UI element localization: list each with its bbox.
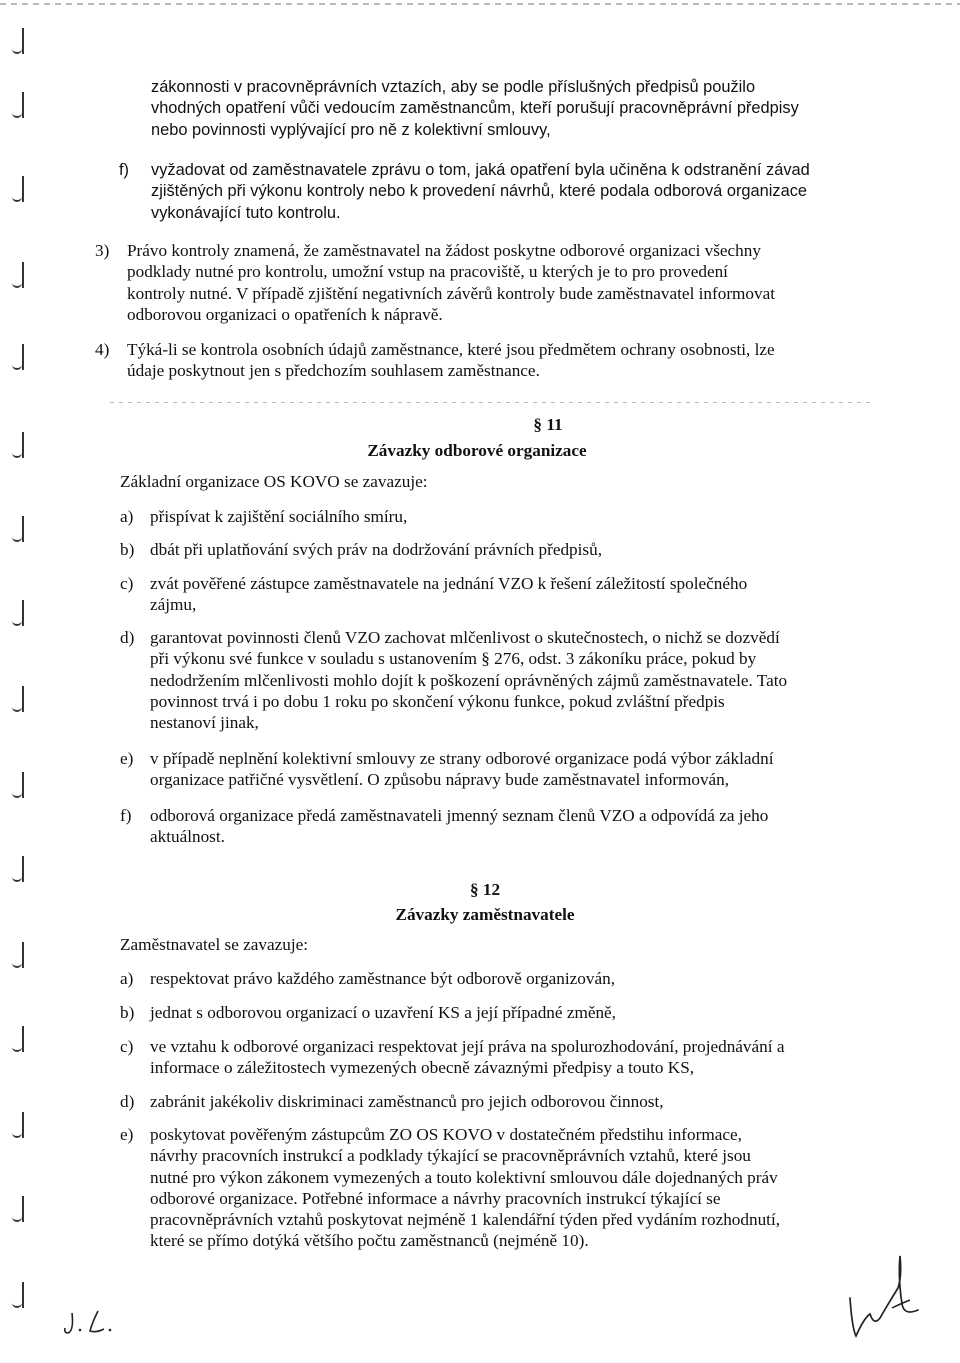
text-line: informace o záležitostech vymezených obecně závaznými předpisy a touto KS, bbox=[150, 1058, 695, 1078]
handwritten-signature bbox=[840, 1248, 930, 1344]
text-line: dbát při uplatňování svých práv na dodržování právních předpisů, bbox=[150, 540, 603, 559]
initials-drawing bbox=[62, 1303, 132, 1343]
binder-mark bbox=[12, 516, 24, 542]
item-text bbox=[150, 1091, 910, 1112]
text-line: zájmu, bbox=[150, 595, 197, 615]
item-text bbox=[150, 1036, 910, 1079]
item-marker: e) bbox=[120, 749, 134, 768]
scan-artifact-line bbox=[110, 402, 870, 403]
text-line: návrhy pracovních instrukcí a podklady týkající se pracovněprávních vztahů, které jsou bbox=[150, 1146, 751, 1166]
text-line: vhodných opatření vůči vedoucím zaměstnancům, kteří porušují pracovněprávní předpisy bbox=[151, 99, 799, 118]
binder-mark bbox=[12, 1282, 24, 1308]
item-text bbox=[150, 968, 910, 989]
binder-mark bbox=[12, 92, 24, 118]
text-line: kontroly nutné. V případě zjištění negativních závěrů kontroly bude zaměstnavatel informovat bbox=[127, 283, 776, 303]
text-line: nutné pro výkon zákonem vymezených a touto kolektivní smlouvou dále dojednaných práv bbox=[150, 1167, 778, 1187]
binder-mark bbox=[12, 344, 24, 370]
text-line: přispívat k zajištění sociálního smíru, bbox=[150, 507, 408, 526]
item-marker: b) bbox=[120, 1003, 135, 1022]
text-line: zákonnosti v pracovněprávních vztazích, aby se podle příslušných předpisů použilo bbox=[151, 78, 756, 96]
text-line: aktuálnost. bbox=[150, 827, 225, 847]
item-marker: f) bbox=[120, 806, 132, 825]
text-line: garantovat povinnosti členů VZO zachovat mlčenlivost o skutečnostech, o nichž se dozvědí bbox=[150, 628, 780, 647]
item-marker: c) bbox=[120, 574, 134, 593]
item-marker: e) bbox=[120, 1125, 134, 1144]
item-marker: d) bbox=[120, 1092, 135, 1111]
item-text bbox=[150, 748, 910, 791]
text-line: nestanoví jinak, bbox=[150, 713, 259, 733]
text-line: respektovat právo každého zaměstnance být odborově organizován, bbox=[150, 969, 616, 988]
text-line: ve vztahu k odborové organizaci respektovat její práva na spolurozhodování, projednávání a bbox=[150, 1037, 785, 1056]
item-marker: b) bbox=[120, 540, 135, 559]
item-text bbox=[150, 627, 910, 733]
text-line: vyžadovat od zaměstnavatele zprávu o tom, jaká opatření byla učiněna k odstranění závad bbox=[151, 161, 810, 179]
text-line: organizace patřičné vysvětlení. O způsobu nápravy bude zaměstnavatel informován, bbox=[150, 770, 730, 790]
text-line: vykonávající tuto kontrolu. bbox=[151, 203, 341, 222]
text-line: nebo povinnosti vyplývající pro ně z kolektivní smlouvy, bbox=[151, 120, 551, 139]
item-text bbox=[150, 805, 910, 848]
text-line: odborovou organizaci o opatřeních k nápravě. bbox=[127, 304, 443, 324]
text-line: v případě neplnění kolektivní smlouvy ze strany odborové organizace podá výbor základní bbox=[150, 749, 774, 768]
item-marker: a) bbox=[120, 507, 134, 526]
section-intro: Zaměstnavatel se zavazuje: bbox=[120, 935, 309, 954]
item-marker: 3) bbox=[95, 241, 110, 260]
binder-mark bbox=[12, 942, 24, 968]
text-line: povinnost trvá i po dobu 1 roku po skončení výkonu funkce, pokud zvláštní předpis bbox=[150, 691, 725, 711]
text-line: Právo kontroly znamená, že zaměstnavatel na žádost poskytne odborové organizaci všechny bbox=[127, 241, 761, 260]
scan-artifact-top bbox=[0, 3, 960, 5]
binder-mark bbox=[12, 1026, 24, 1052]
text-line: zvát pověřené zástupce zaměstnavatele na jednání VZO k řešení záležitostí společného bbox=[150, 574, 748, 593]
binder-mark bbox=[12, 1196, 24, 1222]
text-line: zabránit jakékoliv diskriminaci zaměstnanců pro jejich odborovou činnost, bbox=[150, 1092, 664, 1111]
item-text bbox=[150, 539, 910, 560]
binder-mark bbox=[12, 772, 24, 798]
section-title: Závazky zaměstnavatele bbox=[395, 905, 575, 924]
text-line: při výkonu své funkce v souladu s ustanovením § 276, odst. 3 zákoníku práce, pokud by bbox=[150, 649, 757, 669]
text-line: které se přímo dotýká většího počtu zaměstnanců (nejméně 10). bbox=[150, 1231, 589, 1251]
section-title: Závazky odborové organizace bbox=[367, 441, 587, 460]
binder-mark bbox=[12, 686, 24, 712]
section-number: § 12 bbox=[469, 880, 501, 899]
binder-mark bbox=[12, 262, 24, 288]
item-marker: 4) bbox=[95, 340, 110, 359]
text-line: Týká-li se kontrola osobních údajů zaměstnance, které jsou předmětem ochrany osobnosti, lze bbox=[127, 340, 775, 359]
text-line: údaje poskytnout jen s předchozím souhlasem zaměstnance. bbox=[127, 361, 540, 381]
binder-mark bbox=[12, 600, 24, 626]
item-marker: d) bbox=[120, 628, 135, 647]
text-line: odborová organizace předá zaměstnavateli jmenný seznam členů VZO a odpovídá za jeho bbox=[150, 806, 769, 825]
text-line: zjištěných při výkonu kontroly nebo k provedení návrhů, které podala odborová organizace bbox=[151, 182, 808, 201]
item-marker: f) bbox=[119, 161, 130, 179]
item-text bbox=[127, 240, 907, 325]
item-text bbox=[150, 573, 910, 616]
text-line: odborové organizace. Potřebné informace a návrhy pracovních instrukcí týkající se bbox=[150, 1188, 721, 1208]
text-line: jednat s odborovou organizací o uzavření KS a její případné změně, bbox=[150, 1003, 616, 1022]
item-text bbox=[127, 339, 907, 382]
item-text bbox=[151, 160, 911, 224]
item-marker: a) bbox=[120, 969, 134, 988]
text-line: pracovněprávních vztahů poskytovat nejméně 1 kalendářní týden před vydáním rozhodnutí, bbox=[150, 1210, 781, 1230]
continuation-paragraph bbox=[151, 77, 911, 141]
binder-mark bbox=[12, 1112, 24, 1138]
binder-mark bbox=[12, 176, 24, 202]
item-text bbox=[150, 1124, 910, 1252]
text-line: poskytovat pověřeným zástupcům ZO OS KOVO v dostatečném předstihu informace, bbox=[150, 1125, 742, 1144]
binder-mark bbox=[12, 28, 24, 54]
text-line: nedodržením mlčenlivosti mohlo dojít k poškození oprávněných zájmů zaměstnavatele. Tato bbox=[150, 670, 788, 690]
section-intro: Základní organizace OS KOVO se zavazuje: bbox=[120, 472, 428, 491]
signature-drawing bbox=[840, 1248, 930, 1344]
handwritten-initials bbox=[62, 1303, 132, 1343]
text-line: podklady nutné pro kontrolu, umožní vstup na pracoviště, u kterých je to pro provedení bbox=[127, 262, 728, 282]
item-text bbox=[150, 1002, 910, 1023]
item-marker: c) bbox=[120, 1037, 134, 1056]
item-text bbox=[150, 506, 910, 527]
section-number: § 11 bbox=[533, 415, 563, 434]
